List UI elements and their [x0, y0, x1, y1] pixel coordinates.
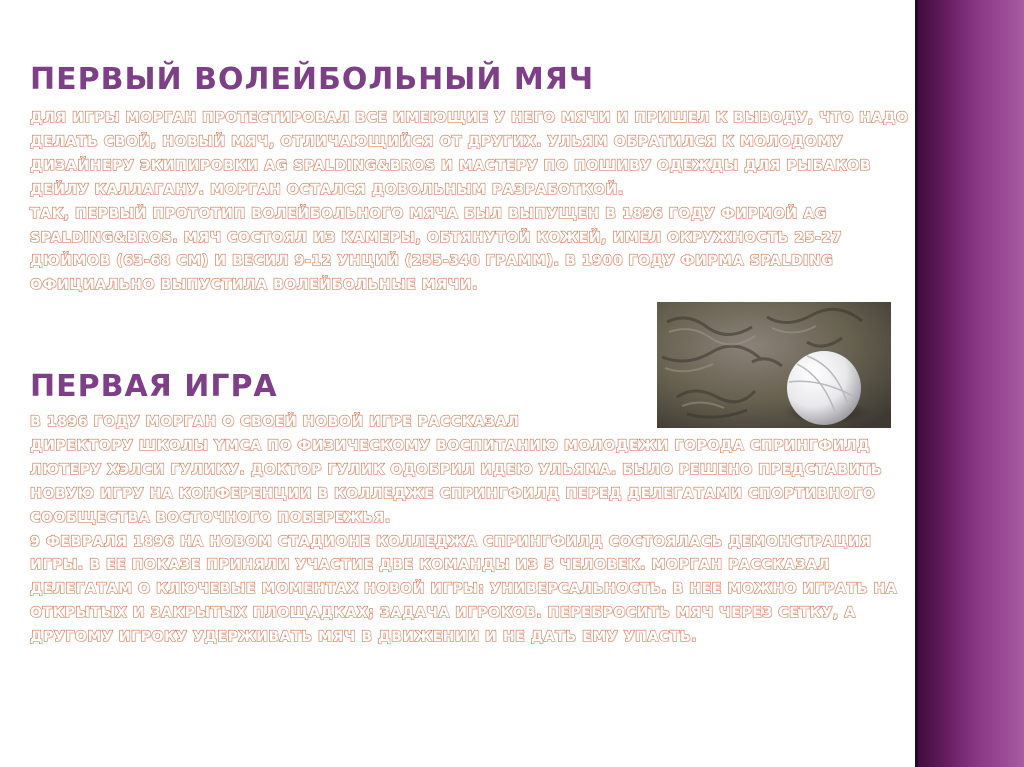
- volleyball-on-sand-photo: [657, 302, 891, 428]
- heading-first-volleyball: ПЕРВЫЙ ВОЛЕЙБОЛЬНЫЙ МЯЧ: [30, 62, 595, 97]
- heading-first-game: ПЕРВАЯ ИГРА: [30, 369, 278, 404]
- paragraph-first-volleyball: ДЛЯ ИГРЫ МОРГАН ПРОТЕСТИРОВАЛ ВСЕ ИМЕЮЩИЕ У НЕГО МЯЧИ И ПРИШЕЛ К ВЫВОДУ, ЧТО НАДО ДЕЛАТЬ СВОЙ, НОВЫЙ МЯЧ, ОТЛИЧАЮЩИЙСЯ ОТ ДРУГИХ. УЛЬЯМ ОБРАТИЛСЯ К МОЛОДОМУ ДИЗАЙНЕРУ ЭКИПИРОВКИ AG SPALDING&BROS И МАСТЕРУ ПО ПОШИВУ ОДЕЖДЫ ДЛЯ РЫБАКОВ ДЕЙЛУ КАЛЛАГАНУ. МОРГАН ОСТАЛСЯ ДОВОЛЬНЫМ РАЗРАБОТКОЙ. ТАК, ПЕРВЫЙ ПРОТОТИП ВОЛЕЙБОЛЬНОГО МЯЧА БЫЛ ВЫПУЩЕН В 1896 ГОДУ ФИРМОЙ AG SPALDING&BROS. МЯЧ СОСТОЯЛ ИЗ КАМЕРЫ, ОБТЯНУТОЙ КОЖЕЙ, ИМЕЛ ОКРУЖНОСТЬ 25-27 ДЮЙМОВ (63-68 СМ) И ВЕСИЛ 9-12 УНЦИЙ (255-340 ГРАММ). В 1900 ГОДУ ФИРМА SPALDING ОФИЦИАЛЬНО ВЫПУСТИЛА ВОЛЕЙБОЛЬНЫЕ МЯЧИ.: [30, 110, 909, 294]
- sand-ball-illustration: [657, 302, 891, 428]
- paragraph-first-game: В 1896 ГОДУ МОРГАН О СВОЕЙ НОВОЙ ИГРЕ РАССКАЗАЛ ДИРЕКТОРУ ШКОЛЫ YMCA ПО ФИЗИЧЕСКОМУ ВОСПИТАНИЮ МОЛОДЕЖИ ГОРОДА СПРИНГФИЛД ЛЮТЕРУ ХЭЛСИ ГУЛИКУ. ДОКТОР ГУЛИК ОДОБРИЛ ИДЕЮ УЛЬЯМА. БЫЛО РЕШЕНО ПРЕДСТАВИТЬ НОВУЮ ИГРУ НА КОНФЕРЕНЦИИ В КОЛЛЕДЖЕ СПРИНГФИЛД ПЕРЕД ДЕЛЕГАТАМИ СПОРТИВНОГО СООБЩЕСТВА ВОСТОЧНОГО ПОБЕРЕЖЬЯ. 9 ФЕВРАЛЯ 1896 НА НОВОМ СТАДИОНЕ КОЛЛЕДЖА СПРИНГФИЛД СОСТОЯЛАСЬ ДЕМОНСТРАЦИЯ ИГРЫ. В ЕЕ ПОКАЗЕ ПРИНЯЛИ УЧАСТИЕ ДВЕ КОМАНДЫ ИЗ 5 ЧЕЛОВЕК. МОРГАН РАССКАЗАЛ ДЕЛЕГАТАМ О КЛЮЧЕВЫЕ МОМЕНТАХ НОВОЙ ИГРЫ: УНИВЕРСАЛЬНОСТЬ. В НЕЕ МОЖНО ИГРАТЬ НА ОТКРЫТЫХ И ЗАКРЫТЫХ ПЛОЩАДКАХ; ЗАДАЧА ИГРОКОВ. ПЕРЕБРОСИТЬ МЯЧ ЧЕРЕЗ СЕТКУ, А ДРУГОМУ ИГРОКУ УДЕРЖИВАТЬ МЯЧ В ДВИЖЕНИИ И НЕ ДАТЬ ЕМУ УПАСТЬ.: [30, 414, 898, 646]
- stripe-edge: [915, 0, 918, 767]
- decorative-side-stripe: [915, 0, 1024, 767]
